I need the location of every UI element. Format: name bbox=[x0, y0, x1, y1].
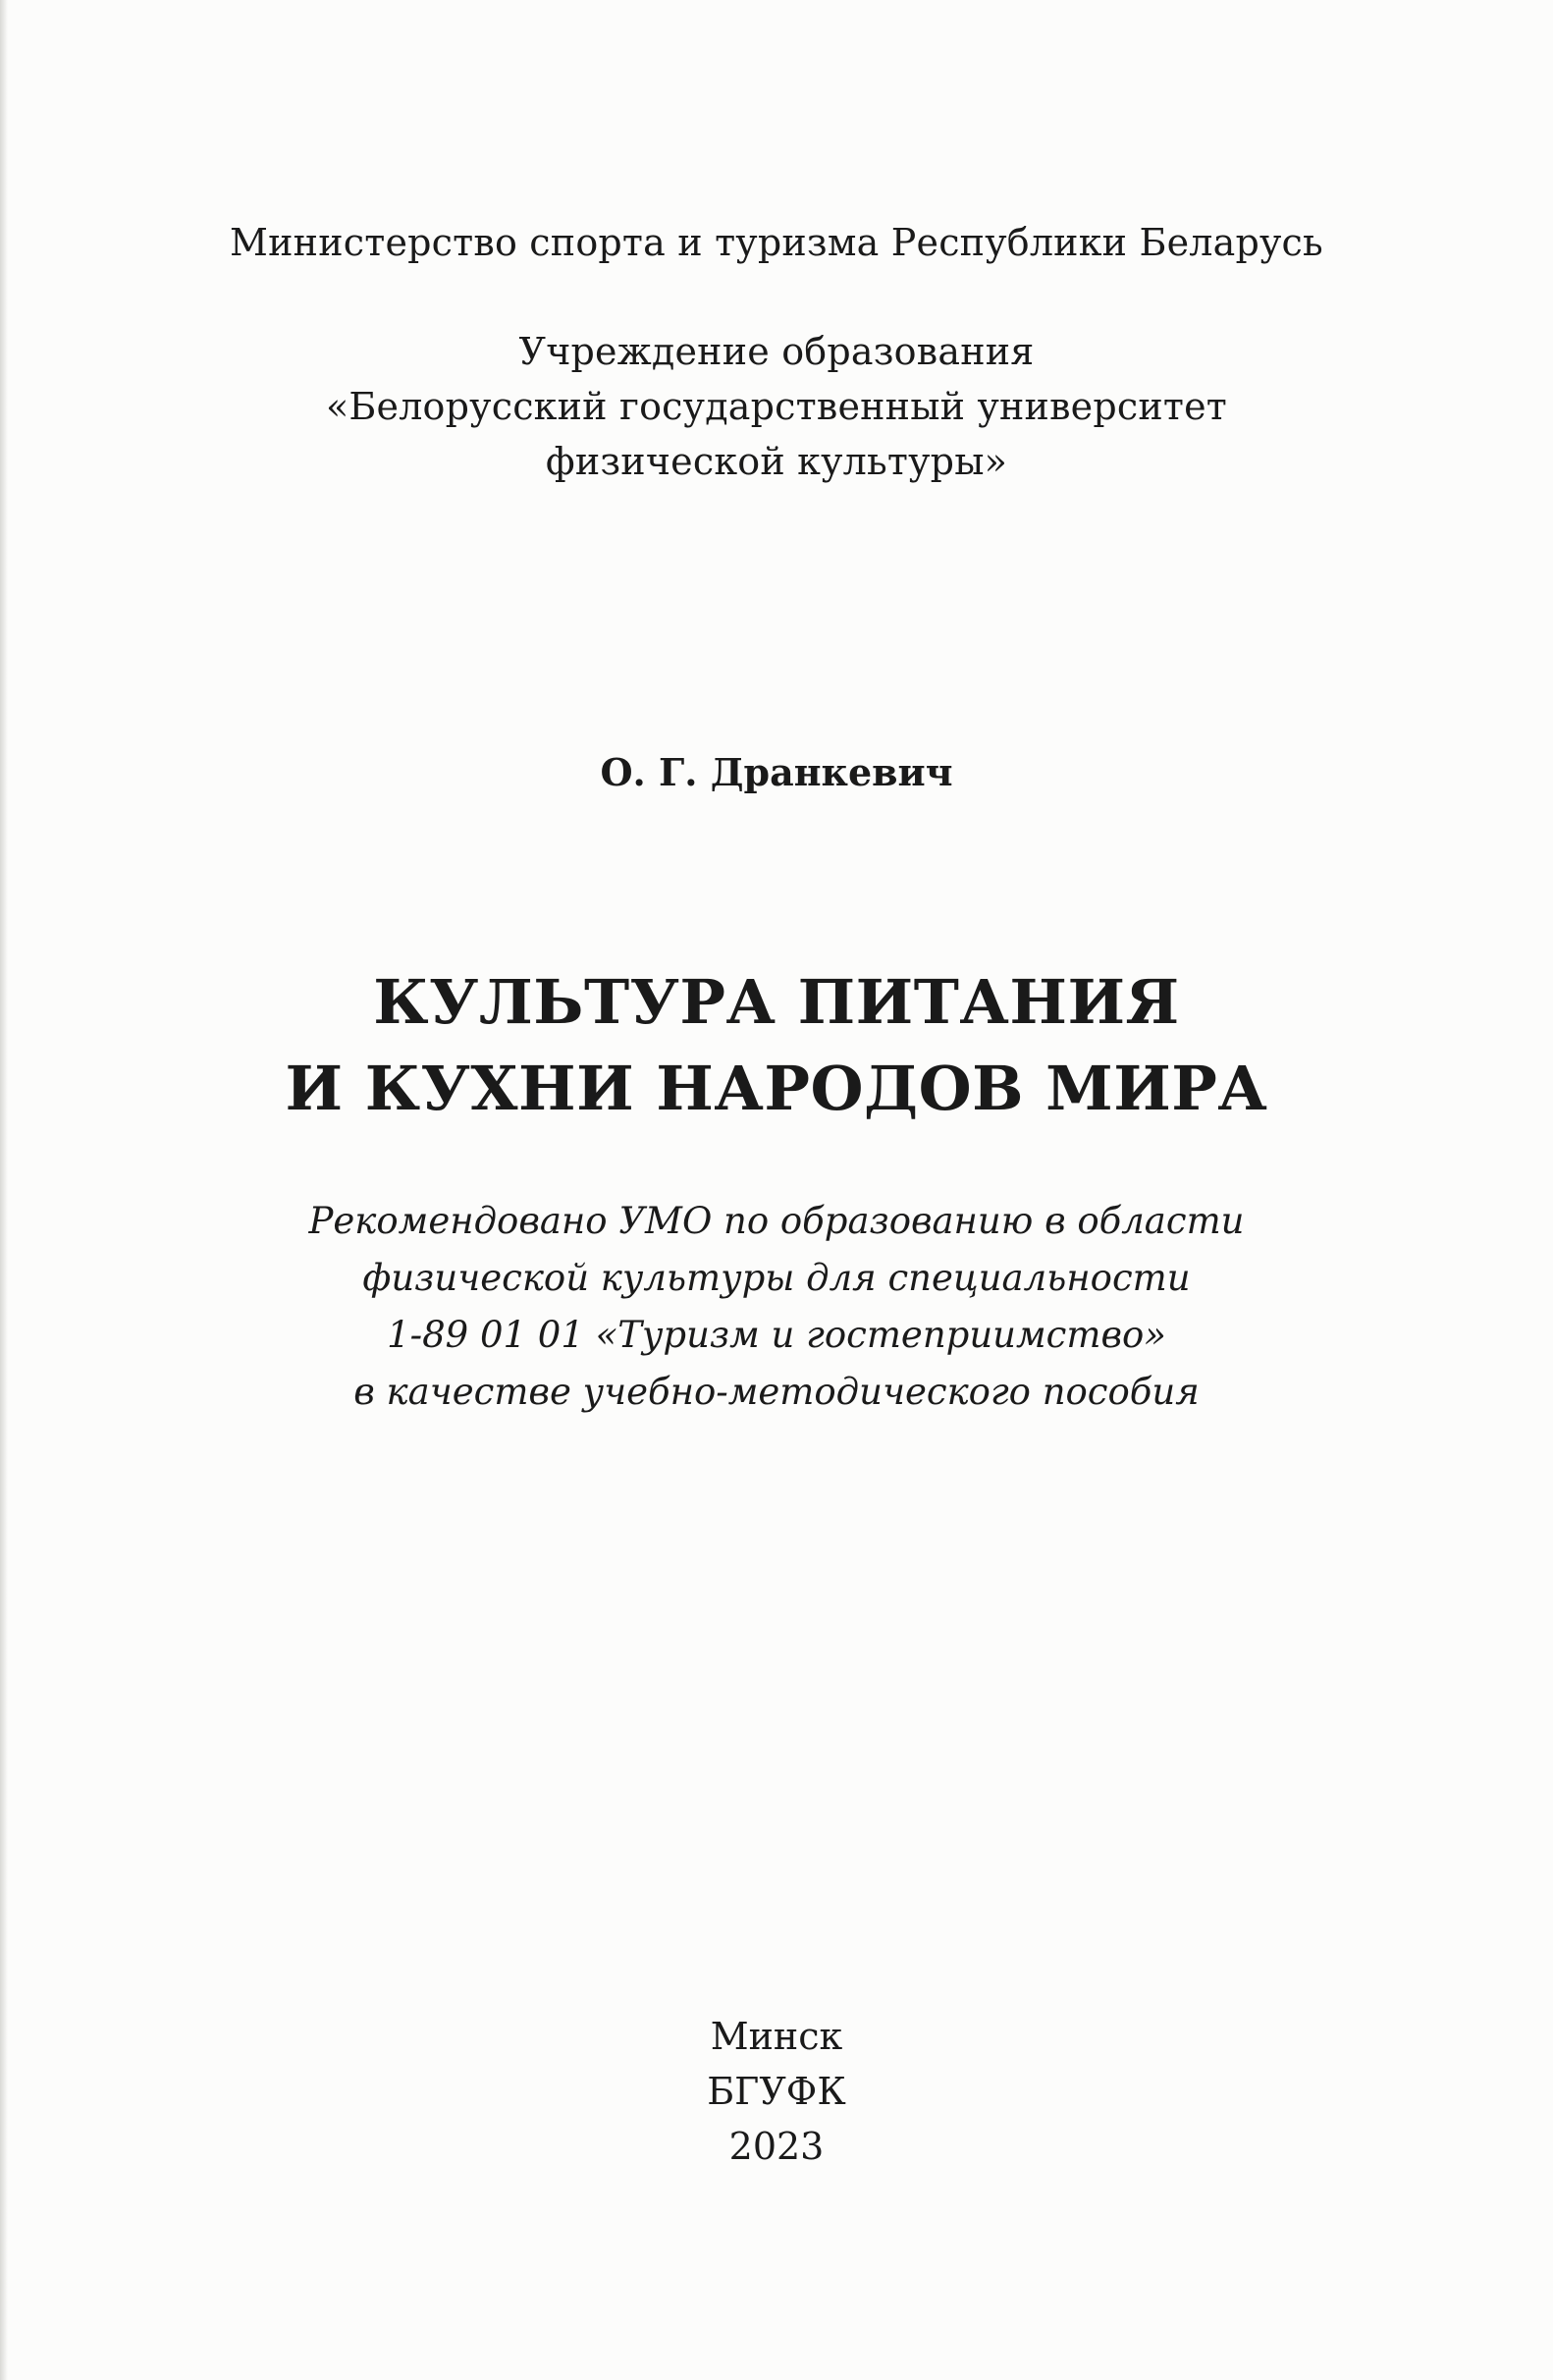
imprint-city: Минск bbox=[710, 2015, 843, 2058]
imprint-year: 2023 bbox=[728, 2125, 825, 2168]
imprint-publisher: БГУФК bbox=[707, 2070, 846, 2113]
recommendation-line3: 1-89 01 01 «Туризм и гостеприимство» bbox=[387, 1314, 1166, 1356]
book-title-line2: И КУХНИ НАРОДОВ МИРА bbox=[285, 1053, 1268, 1124]
author-name: О. Г. Дранкевич bbox=[600, 750, 953, 794]
university-name-line1: «Белорусский государственный университет bbox=[325, 385, 1228, 428]
ministry-name: Министерство спорта и туризма Республики Беларусь bbox=[230, 221, 1323, 264]
recommendation-line2: физической культуры для специальности bbox=[362, 1257, 1191, 1299]
university-name-line2: физической культуры» bbox=[545, 440, 1008, 483]
book-title-line1: КУЛЬТУРА ПИТАНИЯ bbox=[373, 966, 1180, 1038]
institution-type: Учреждение образования bbox=[518, 330, 1035, 373]
recommendation-line4: в качестве учебно-методического пособия bbox=[353, 1371, 1200, 1413]
recommendation-line1: Рекомендовано УМО по образованию в области bbox=[308, 1200, 1245, 1242]
